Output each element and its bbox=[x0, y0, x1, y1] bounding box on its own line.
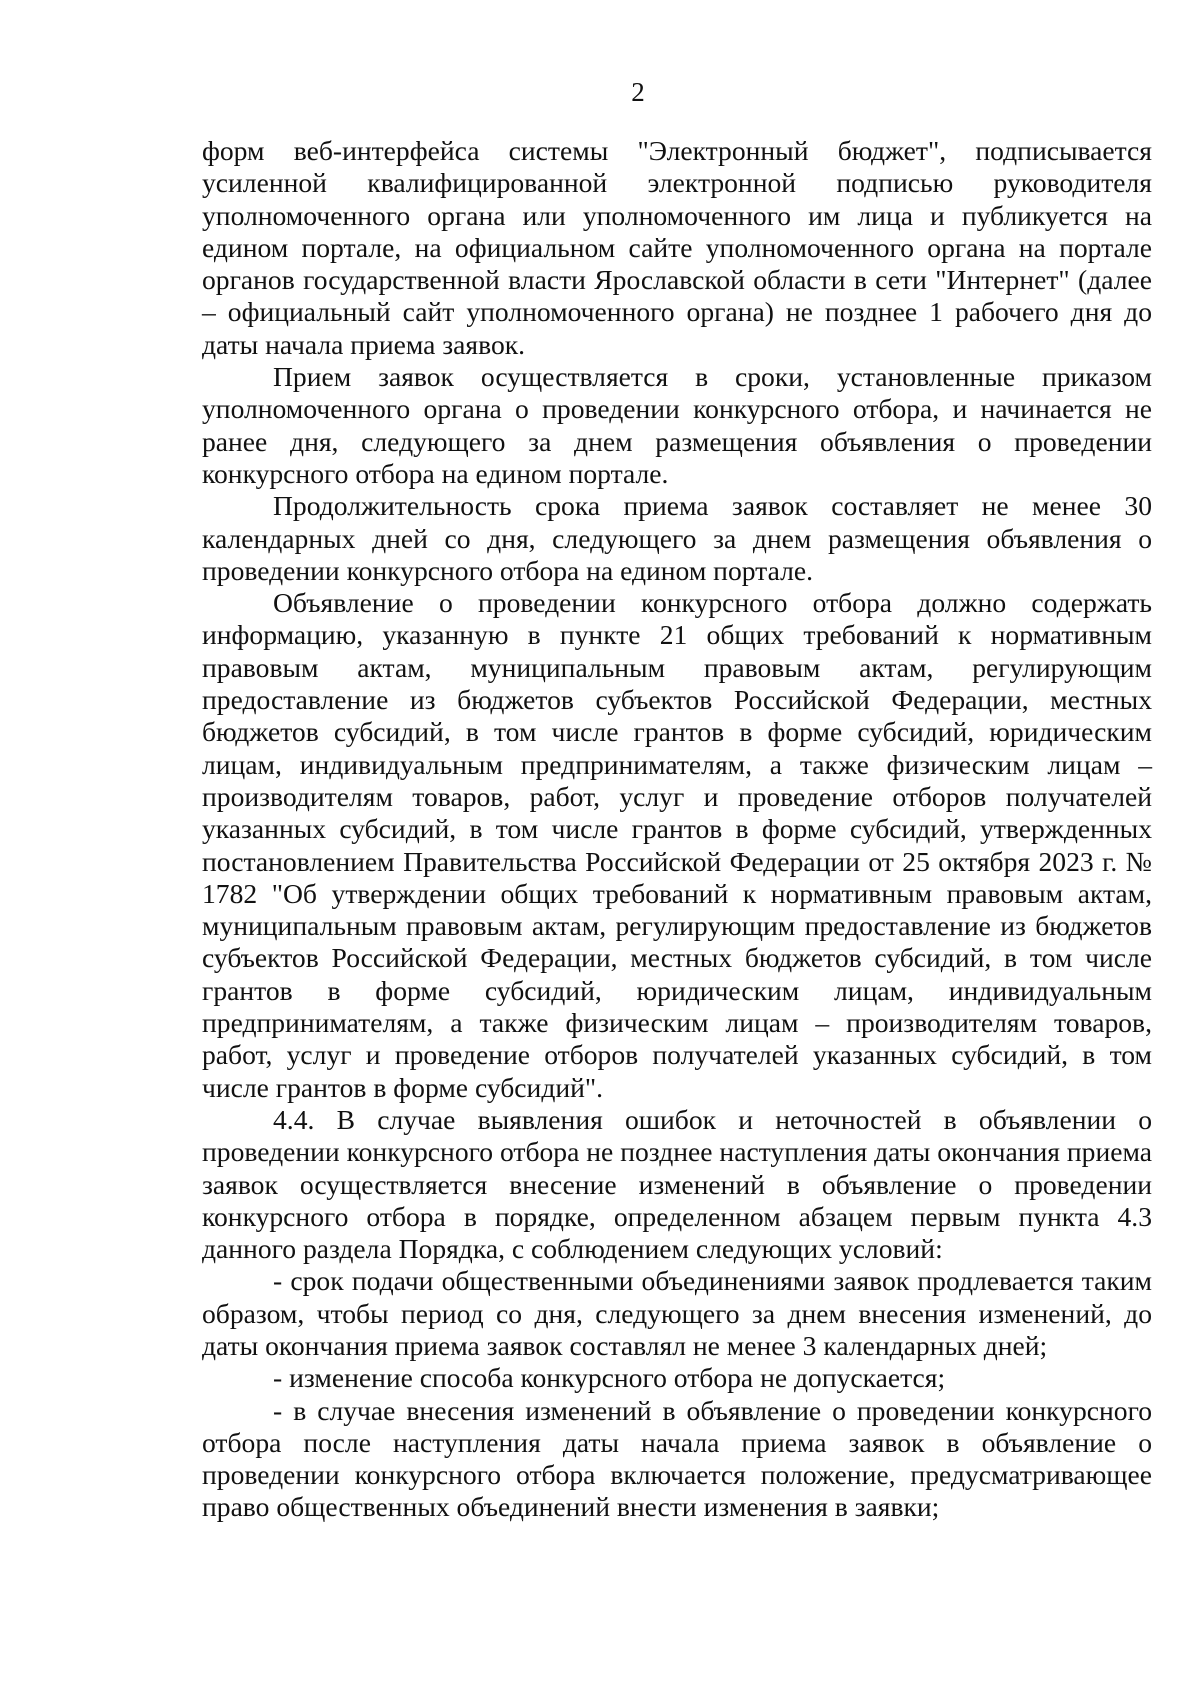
list-item-application-changes: - в случае внесения изменений в объявление о проведении конкурсного отбора после наступления даты начала приема заявок в объявление о проведении конкурсного отбора включается положение, предусматривающее право общественных объединений внести изменения в заявки; bbox=[202, 1394, 1152, 1523]
paragraph-announcement-contents: Объявление о проведении конкурсного отбора должно содержать информацию, указанную в пункте 21 общих требований к нормативным правовым актам, муниципальным правовым актам, регулирующим предоставление из бюджетов субъектов Российской Федерации, местных бюджетов субсидий, в том числе грантов в форме субсидий, юридическим лицам, индивидуальным предпринимателям, а также физическим лицам – производителям товаров, работ, услуг и проведение отборов получателей указанных субсидий, в том числе грантов в форме субсидий, утвержденных постановлением Правительства Российской Федерации от 25 октября 2023 г. № 1782 "Об утверждении общих требований к нормативным правовым актам, муниципальным правовым актам, регулирующим предоставление из бюджетов субъектов Российской Федерации, местных бюджетов субсидий, в том числе грантов в форме субсидий, юридическим лицам, индивидуальным предпринимателям, а также физическим лицам – производителям товаров, работ, услуг и проведение отборов получателей указанных субсидий, в том числе грантов в форме субсидий". bbox=[202, 587, 1152, 1103]
paragraph-application-acceptance: Прием заявок осуществляется в сроки, установленные приказом уполномоченного органа о проведении конкурсного отбора, и начинается не ранее дня, следующего за днем размещения объявления о проведении конкурсного отбора на едином портале. bbox=[202, 361, 1152, 489]
list-item-method-change: - изменение способа конкурсного отбора не допускается; bbox=[273, 1362, 946, 1394]
list-item-deadline-extension: - срок подачи общественными объединениями заявок продлевается таким образом, чтобы период со дня, следующего за днем внесения изменений, до даты окончания приема заявок составлял не менее 3 календарных дней; bbox=[202, 1265, 1152, 1361]
page-number: 2 bbox=[631, 77, 645, 107]
paragraph-acceptance-duration: Продолжительность срока приема заявок составляет не менее 30 календарных дней со дня, следующего за днем размещения объявления о проведении конкурсного отбора на едином портале. bbox=[202, 490, 1152, 586]
paragraph-section-4-4: 4.4. В случае выявления ошибок и неточностей в объявлении о проведении конкурсного отбора не позднее наступления даты окончания приема заявок осуществляется внесение изменений в объявление о проведении конкурсного отбора в порядке, определенном абзацем первым пункта 4.3 данного раздела Порядка, с соблюдением следующих условий: bbox=[202, 1103, 1152, 1265]
document-body bbox=[202, 135, 1152, 1524]
paragraph-continuation: форм веб-интерфейса системы "Электронный бюджет", подписывается усиленной квалифицированной электронной подписью руководителя уполномоченного органа или уполномоченного им лица и публикуется на едином портале, на официальном сайте уполномоченного органа на портале органов государственной власти Ярославской области в сети "Интернет" (далее – официальный сайт уполномоченного органа) не позднее 1 рабочего дня до даты начала приема заявок. bbox=[202, 135, 1152, 360]
